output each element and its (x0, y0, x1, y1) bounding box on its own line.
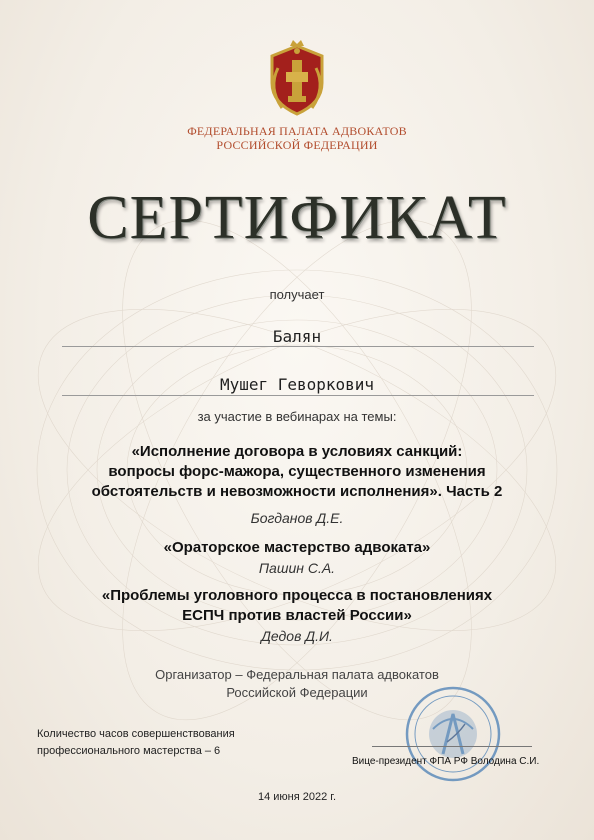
official-stamp-icon (403, 684, 503, 784)
certificate-title: СЕРТИФИКАТ (87, 184, 507, 252)
org-name-line1: ФЕДЕРАЛЬНАЯ ПАЛАТА АДВОКАТОВ (187, 124, 407, 138)
webinar-2-title (0, 538, 594, 558)
receives-label: получает (269, 287, 325, 302)
org-name-line2: РОССИЙСКОЙ ФЕДЕРАЦИИ (216, 138, 378, 152)
signature-line (372, 746, 532, 747)
signatory: Вице-президент ФПА РФ Володина С.И. (352, 756, 540, 767)
webinar-1-title-line: «Исполнение договора в условиях санкций: (131, 443, 463, 460)
participation-label: за участие в вебинарах на темы: (197, 409, 397, 424)
webinar-2-title-line: «Ораторское мастерство адвоката» (163, 539, 431, 556)
hours-line1: Количество часов совершенствования (37, 728, 235, 740)
fpa-emblem-icon (262, 38, 332, 118)
webinar-1-title (0, 442, 594, 502)
recipient-given-names: Мушег Геворкович (219, 375, 375, 394)
issue-date: 14 июня 2022 г. (257, 791, 337, 803)
webinar-1-title-line: обстоятельств и невозможности исполнения». Часть 2 (91, 483, 503, 500)
recipient-surname: Балян (272, 327, 322, 346)
hours-line2: профессионального мастерства – 6 (37, 745, 221, 757)
webinar-3-title-line: ЕСПЧ против властей России» (182, 607, 412, 624)
webinar-3-title (0, 586, 594, 626)
webinar-3-title-line: «Проблемы уголовного процесса в постановлениях (101, 587, 493, 604)
organizer-line2: Российской Федерации (226, 685, 368, 700)
webinar-1-speaker: Богданов Д.Е. (250, 510, 344, 526)
organizer-line1: Организатор – Федеральная палата адвокатов (155, 667, 439, 682)
webinar-2-speaker: Пашин С.А. (258, 560, 336, 576)
webinar-1-title-line: вопросы форс-мажора, существенного изменения (108, 463, 486, 480)
webinar-3-speaker: Дедов Д.И. (261, 628, 333, 644)
